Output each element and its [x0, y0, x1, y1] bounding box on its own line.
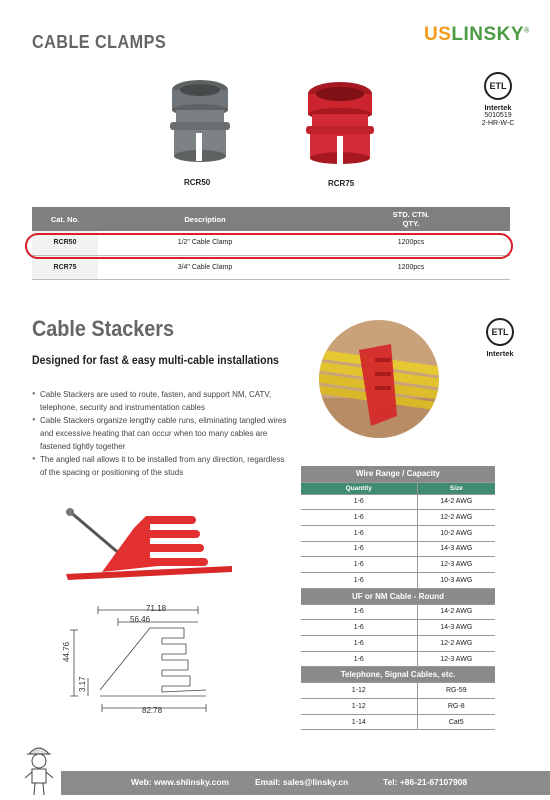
dim-82-78: 82.78: [142, 706, 163, 715]
spec-table: [301, 466, 495, 730]
stackers-subtitle: Designed for fast & easy multi-cable installations: [32, 355, 279, 367]
spec-section-header: UF or NM Cable - Round: [301, 588, 495, 604]
table-row: 1-6 12-3 AWG: [301, 557, 495, 573]
cat-no-cell: RCR75: [32, 255, 98, 279]
description-cell: 3/4" Cable Clamp: [98, 255, 312, 279]
footer-email: Email: sales@linsky.cn: [255, 777, 349, 787]
dim-3-17: 3.17: [78, 676, 87, 692]
brand-logo: USLINSKY®: [424, 24, 530, 45]
col-cat-no: Cat. No.: [32, 207, 98, 231]
rcr50-clamp-image: [166, 78, 236, 170]
table-row: 1-6 12-2 AWG: [301, 510, 495, 526]
cert-text: [476, 104, 520, 128]
col-description: Description: [98, 207, 312, 231]
rcr50-label: RCR50: [184, 178, 211, 187]
qty-cell: 1200pcs: [312, 255, 510, 279]
feature-list: [32, 388, 292, 479]
etl-cert-icon: ETL: [484, 72, 512, 100]
dim-56-46: 56.46: [130, 615, 151, 624]
table-row: 1-6 14-3 AWG: [301, 541, 495, 557]
qty-cell: 1200pcs: [312, 231, 510, 255]
cert-line-3: 2-HR-W-C: [481, 120, 515, 127]
table-row: 1-6 12-2 AWG: [301, 636, 495, 652]
table-row: 1-6 12-3 AWG: [301, 651, 495, 667]
col-std-ctn-qty: STD. CTN. QTY.: [312, 207, 510, 231]
spec-section-header: Telephone, Signal Cables, etc.: [301, 667, 495, 683]
installed-stacker-photo: [319, 320, 439, 438]
footer-web: Web: www.shlinsky.com: [131, 777, 230, 787]
etl-cert-icon: ETL: [486, 318, 514, 346]
list-item: ● The angled nail allows it to be installed from any direction, regardless of the spacing or positioning of the studs: [32, 453, 292, 479]
cert-line-2: 5010519: [484, 112, 512, 119]
list-item: ● Cable Stackers organize lengthy cable runs, eliminating tangled wires and excessive heating that can occur when too many cables are fastened tightly together: [32, 414, 292, 453]
table-row: 1-6 14-2 AWG: [301, 494, 495, 510]
footer-tel: Tel: +86-21-67107908: [383, 777, 468, 787]
table-row: 1-12 RG-59: [301, 683, 495, 699]
table-row: 1-6 14-2 AWG: [301, 604, 495, 620]
table-row: 1-14 Cat5: [301, 714, 495, 730]
clamp-table-header: [32, 207, 510, 231]
dim-71-18: 71.18: [146, 604, 167, 613]
dim-44-76: 44.76: [62, 641, 71, 662]
cat-no-cell: RCR50: [32, 231, 98, 255]
table-row: 1-6 10-3 AWG: [301, 572, 495, 588]
cert-line-1: Intertek: [484, 103, 512, 112]
table-row: 1-6 14-3 AWG: [301, 620, 495, 636]
stackers-title: Cable Stackers: [32, 316, 174, 341]
row-highlight-oval: [25, 233, 513, 259]
cable-stacker-image: [62, 506, 242, 582]
worker-mascot-icon: [22, 742, 56, 798]
page-title: CABLE CLAMPS: [32, 32, 167, 52]
cert-text: Intertek: [486, 349, 514, 358]
description-cell: 1/2" Cable Clamp: [98, 231, 312, 255]
rcr75-label: RCR75: [328, 179, 355, 188]
footer-bar: [61, 771, 550, 795]
rcr75-clamp-image: [302, 80, 378, 174]
spec-column-header: Quantity Size: [301, 482, 495, 494]
spec-section-header: Wire Range / Capacity: [301, 466, 495, 482]
list-item: ● Cable Stackers are used to route, fasten, and support NM, CATV, telephone, security and instrumentation cables: [32, 388, 292, 414]
table-row: 1-6 10-2 AWG: [301, 525, 495, 541]
table-row: 1-12 RG-8: [301, 699, 495, 715]
